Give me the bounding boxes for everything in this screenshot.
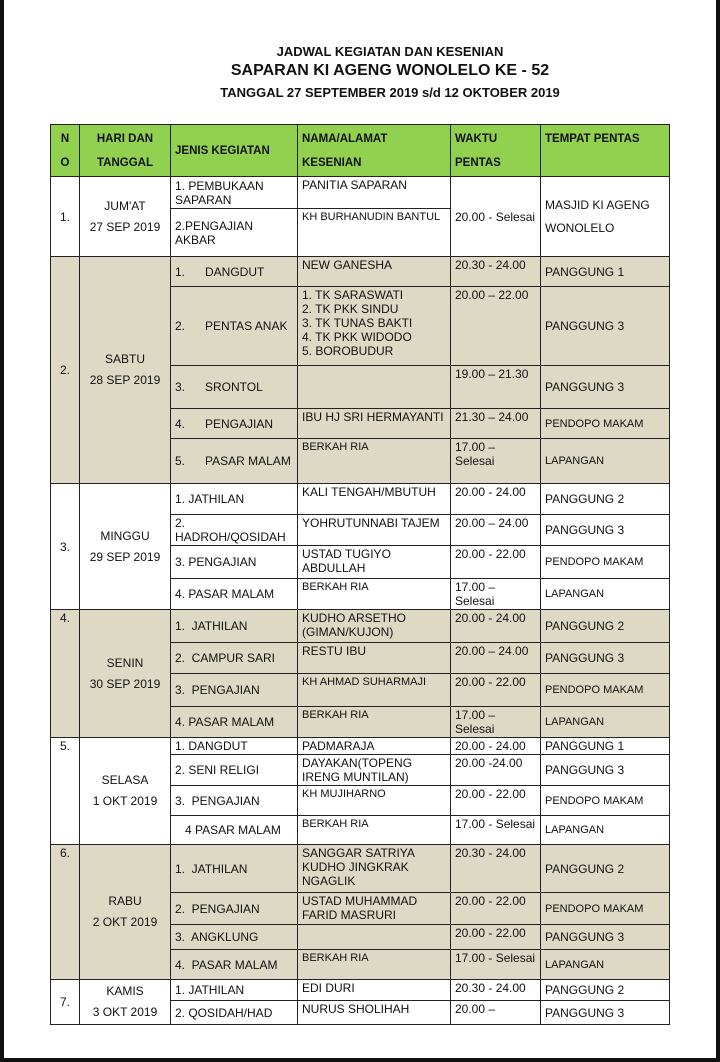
activity-cell: 2. HADROH/QOSIDAH [171,515,298,546]
time-cell: 20.30 - 24.00 [451,980,541,1001]
table-header-row [51,125,670,177]
performer-cell: NEW GANESHA [298,257,451,287]
time-cell: 20.00 – 22.00 [451,287,541,366]
time-cell: 17.00 – Selesai [451,707,541,738]
performer-cell: KH MUJIHARNO [298,786,451,816]
performer-cell [298,366,451,409]
day-number: 3. [51,484,80,610]
venue-cell: PANGGUNG 3 [541,1001,670,1025]
performer-cell: KH AHMAD SUHARMAJI [298,674,451,707]
table-row [51,738,670,755]
activity-cell: 1. JATHILAN [171,845,298,893]
day-date-cell [80,738,171,845]
day-date-cell [80,610,171,738]
day-number: 2. [51,257,80,484]
day-date-cell [80,257,171,484]
document-page [4,0,716,1058]
activity-cell: 2. QOSIDAH/HAD [171,1001,298,1025]
header-no: N O [51,125,80,177]
activity-cell: 4. PASAR MALAM [171,707,298,738]
venue-cell: PANGGUNG 1 [541,257,670,287]
day-number: 6. [51,845,80,980]
time-cell: 17.00 – Selesai [451,439,541,484]
venue-cell: PANGGUNG 3 [541,925,670,950]
performer-cell [298,925,451,950]
time-cell: 20.00 - 22.00 [451,925,541,950]
performer-cell: USTAD TUGIYO ABDULLAH [298,546,451,579]
day-date: 30 SEP 2019 [89,676,161,691]
performer-cell: KALI TENGAH/MBUTUH [298,484,451,515]
day-name: SELASA [101,773,149,787]
table-row [51,177,670,209]
venue-cell: PANGGUNG 3 [541,755,670,786]
performer-cell: BERKAH RIA [298,707,451,738]
header-day-date: HARI DAN TANGGAL [80,125,171,177]
time-cell: 17.00 - Selesai [451,950,541,980]
activity-cell: 1. DANGDUT [171,257,298,287]
activity-cell: 1. JATHILAN [171,980,298,1001]
venue-cell: LAPANGAN [541,579,670,610]
title-line-1: JADWAL KEGIATAN DAN KESENIAN [276,44,504,59]
activity-cell: 3. SRONTOL [171,366,298,409]
time-cell: 20.00 - 24.00 [451,610,541,643]
time-cell: 20.00 - 24.00 [451,738,541,755]
venue-cell: PENDOPO MAKAM [541,409,670,439]
header-venue: TEMPAT PENTAS [541,125,670,177]
day-date-cell [80,484,171,610]
time-cell: 20.00 – 24.00 [451,643,541,674]
venue-cell: PANGGUNG 2 [541,845,670,893]
day-date: 2 OKT 2019 [92,915,158,929]
performer-cell: IBU HJ SRI HERMAYANTI [298,409,451,439]
performer-cell: BERKAH RIA [298,439,451,484]
activity-cell: 2. SENI RELIGI [171,755,298,786]
venue-cell: PENDOPO MAKAM [541,546,670,579]
venue-cell: PANGGUNG 1 [541,738,670,755]
venue-cell: PANGGUNG 2 [541,980,670,1001]
performer-cell: BERKAH RIA [298,950,451,980]
day-date: 29 SEP 2019 [89,549,161,564]
day-number: 5. [51,738,80,845]
day-name: RABU [108,894,142,908]
title-line-3: TANGGAL 27 SEPTEMBER 2019 s/d 12 OKTOBER 2019 [220,85,560,100]
title-line-2: SAPARAN KI AGENG WONOLELO KE - 52 [230,62,550,79]
activity-cell: 3. PENGAJIAN [171,546,298,579]
time-cell: 20.00 – 24.00 [451,515,541,546]
venue-cell: LAPANGAN [541,707,670,738]
venue-cell: LAPANGAN [541,950,670,980]
activity-cell: 1. JATHILAN [171,484,298,515]
activity-cell: 5. PASAR MALAM [171,439,298,484]
time-cell: 19.00 – 21.30 [451,366,541,409]
activity-cell: 2.PENGAJIAN AKBAR [171,209,298,257]
time-cell: 20.30 - 24.00 [451,845,541,893]
performer-cell: 1. TK SARASWATI 2. TK PKK SINDU 3. TK TUNAS BAKTI 4. TK PKK WIDODO 5. BOROBUDUR [298,287,451,366]
day-date: 1 OKT 2019 [92,794,158,808]
schedule-table [50,124,670,1025]
activity-cell: 3. PENGAJIAN [171,786,298,816]
time-cell: 20.00 - 22.00 [451,674,541,707]
day-number: 1. [51,177,80,257]
venue-cell: PANGGUNG 2 [541,484,670,515]
venue-cell: LAPANGAN [541,816,670,845]
day-name: JUM'AT [104,198,146,213]
venue-cell: PENDOPO MAKAM [541,674,670,707]
venue-cell: PENDOPO MAKAM [541,786,670,816]
time-cell: 20.00 - 22.00 [451,893,541,925]
header-time: WAKTU PENTAS [451,125,541,177]
performer-cell: PADMARAJA [298,738,451,755]
activity-cell: 4. PASAR MALAM [171,950,298,980]
time-cell: 17.00 - Selesai [451,816,541,845]
activity-cell: 4 PASAR MALAM [171,816,298,845]
day-date: 28 SEP 2019 [89,373,161,387]
venue-cell: PANGGUNG 3 [541,287,670,366]
activity-cell: 3. PENGAJIAN [171,674,298,707]
table-row [51,257,670,287]
table-row [51,610,670,643]
time-cell: 20.00 - Selesai [451,177,541,257]
header-activity: JENIS KEGIATAN [171,125,298,177]
venue-cell: PANGGUNG 3 [541,643,670,674]
performer-cell: RESTU IBU [298,643,451,674]
table-row [51,845,670,893]
activity-cell: 2. CAMPUR SARI [171,643,298,674]
venue-cell: PANGGUNG 3 [541,515,670,546]
day-date: 3 OKT 2019 [92,1005,158,1019]
venue-cell: PENDOPO MAKAM [541,893,670,925]
document-title [4,44,716,100]
venue-cell: MASJID KI AGENG WONOLELO [541,177,670,257]
performer-cell: PANITIA SAPARAN [298,177,451,209]
venue-cell: LAPANGAN [541,439,670,484]
table-row [51,484,670,515]
time-cell: 20.00 -24.00 [451,755,541,786]
day-name: SENIN [106,655,144,670]
activity-cell: 2. PENGAJIAN [171,893,298,925]
activity-cell: 3. ANGKLUNG [171,925,298,950]
venue-cell: PANGGUNG 2 [541,610,670,643]
activity-cell: 4. PASAR MALAM [171,579,298,610]
time-cell: 20.30 - 24.00 [451,257,541,287]
time-cell: 21.30 – 24.00 [451,409,541,439]
table-row [51,980,670,1001]
day-date: 27 SEP 2019 [89,219,161,234]
header-performer: NAMA/ALAMAT KESENIAN [298,125,451,177]
performer-cell: USTAD MUHAMMAD FARID MASRURI [298,893,451,925]
time-cell: 20.00 - 24.00 [451,484,541,515]
day-name: SABTU [104,352,145,366]
performer-cell: KH BURHANUDIN BANTUL [298,209,451,257]
performer-cell: BERKAH RIA [298,579,451,610]
activity-cell: 1. JATHILAN [171,610,298,643]
day-date-cell [80,177,171,257]
day-name: MINGGU [100,528,150,543]
performer-cell: YOHRUTUNNABI TAJEM [298,515,451,546]
activity-cell: 4. PENGAJIAN [171,409,298,439]
performer-cell: BERKAH RIA [298,816,451,845]
day-date-cell [80,845,171,980]
activity-cell: 1. PEMBUKAAN SAPARAN [171,177,298,209]
time-cell: 20.00 – [451,1001,541,1025]
performer-cell: EDI DURI [298,980,451,1001]
activity-cell: 2. PENTAS ANAK [171,287,298,366]
time-cell: 20.00 - 22.00 [451,786,541,816]
day-number: 7. [51,980,80,1025]
day-number: 4. [51,610,80,738]
time-cell: 17.00 – Selesai [451,579,541,610]
performer-cell: KUDHO ARSETHO (GIMAN/KUJON) [298,610,451,643]
venue-cell: PANGGUNG 3 [541,366,670,409]
time-cell: 20.00 - 22.00 [451,546,541,579]
day-date-cell [80,980,171,1025]
performer-cell: DAYAKAN(TOPENG IRENG MUNTILAN) [298,755,451,786]
performer-cell: NURUS SHOLIHAH [298,1001,451,1025]
day-name: KAMIS [106,984,144,998]
activity-cell: 1. DANGDUT [171,738,298,755]
performer-cell: SANGGAR SATRIYA KUDHO JINGKRAK NGAGLIK [298,845,451,893]
